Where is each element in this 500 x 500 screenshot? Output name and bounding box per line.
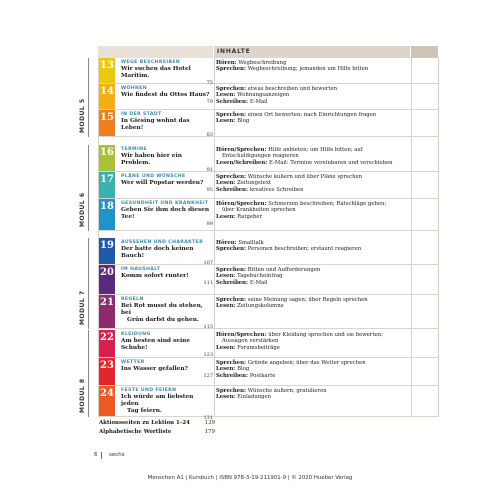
skill-text: über Krankheiten sprechen xyxy=(222,207,296,214)
contents-line xyxy=(216,214,410,220)
contents-line xyxy=(216,99,410,105)
lesson-contents xyxy=(216,240,410,253)
lesson-title: Tag feiern. xyxy=(127,408,162,414)
lesson-number: 20 xyxy=(99,265,115,294)
skill-text: über Kleidung sprechen und sie bewerten; xyxy=(268,332,383,338)
extra-entry xyxy=(99,429,215,435)
lesson-number: 19 xyxy=(99,238,115,264)
lesson-title: Geben Sie ihm doch diesen Tee! xyxy=(121,207,210,220)
lesson-info xyxy=(121,267,213,286)
skill-text: E-Mail xyxy=(249,279,268,286)
lesson-contents xyxy=(216,267,410,286)
skill-label: Lesen: xyxy=(216,366,238,373)
lesson-info xyxy=(121,360,213,379)
lesson-title: Am besten sind seine Schuhe! xyxy=(121,338,191,351)
row-separator xyxy=(98,294,438,295)
lesson-category: PLÄNE UND WÜNSCHE xyxy=(121,174,186,179)
skill-text: Wegbeschreibung xyxy=(238,60,287,66)
lesson-category: IM HAUSHALT xyxy=(121,267,161,272)
skill-text: Gründe angeben; über das Wetter sprechen xyxy=(247,360,366,366)
skill-text: Schmerzen beschreiben; Ratschläge geben; xyxy=(268,201,387,207)
skill-label: Sprechen: xyxy=(216,66,248,73)
skill-label: Lesen: xyxy=(216,344,238,351)
column-divider xyxy=(438,58,439,417)
skill-text: E-Mail xyxy=(249,98,268,105)
skill-label: Sprechen: xyxy=(216,267,248,273)
skill-label: Lesen: xyxy=(216,180,238,187)
row-separator xyxy=(98,230,438,231)
skill-text: Entschuldigungen reagieren xyxy=(222,153,299,160)
lesson-info xyxy=(121,147,213,173)
header-inhalte: INHALTE xyxy=(214,46,410,58)
lesson-category: WETTER xyxy=(121,360,145,365)
skill-label: Sprechen: xyxy=(216,246,248,253)
extra-page: 179 xyxy=(204,429,215,435)
lesson-page: 131 xyxy=(203,415,213,421)
lesson-contents xyxy=(216,112,410,125)
lesson-page: 79 xyxy=(206,99,213,105)
lesson-number: 18 xyxy=(99,199,115,230)
lesson-info xyxy=(121,201,213,227)
lesson-category: REGELN xyxy=(121,297,144,302)
module-bar xyxy=(88,58,89,137)
page-number: 6 xyxy=(94,452,98,458)
skill-label: Hören: xyxy=(216,60,239,66)
skill-text: Ratgeber xyxy=(237,213,263,220)
lesson-contents xyxy=(216,174,410,193)
extra-entry xyxy=(99,420,215,426)
lesson-info xyxy=(121,297,213,330)
row-separator xyxy=(98,385,438,386)
contents-line xyxy=(216,345,410,351)
skill-label: Schreiben: xyxy=(216,98,250,105)
lesson-info xyxy=(121,86,213,105)
lesson-title: Bei Rot musst du stehen, bei xyxy=(121,303,203,316)
module-bar xyxy=(88,145,89,231)
skill-text: kreatives Schreiben xyxy=(249,186,304,193)
header-right-cell xyxy=(411,46,438,58)
lesson-page: 115 xyxy=(203,324,213,330)
lesson-number: 17 xyxy=(99,172,115,198)
row-separator xyxy=(98,198,438,199)
lesson-page: 127 xyxy=(203,373,213,379)
skill-text: Einladungen xyxy=(237,394,272,401)
contents-line xyxy=(216,373,410,379)
skill-text: Blog xyxy=(237,366,250,373)
skill-text: Tagebucheintrag xyxy=(237,273,283,280)
contents-line xyxy=(216,118,410,124)
lesson-category: IN DER STADT xyxy=(121,112,162,117)
lesson-info xyxy=(121,240,213,266)
lesson-page: 75 xyxy=(206,80,213,86)
skill-text: Bitten und Aufforderungen xyxy=(247,267,321,273)
lesson-page: 111 xyxy=(203,280,213,286)
skill-text: Wohnungsanzeigen xyxy=(237,92,290,99)
lesson-contents xyxy=(216,297,410,310)
lesson-page: 107 xyxy=(203,260,213,266)
lesson-title: Wir haben hier ein Problem. xyxy=(121,153,182,166)
skill-label: Hören: xyxy=(216,240,239,246)
contents-line xyxy=(216,303,410,309)
module-label: MODUL 5 xyxy=(79,98,86,133)
skill-text: Wünsche äußern und über Pläne sprechen xyxy=(247,174,363,180)
extra-label: Alphabetische Wortliste xyxy=(99,429,172,435)
module-bar xyxy=(88,238,89,329)
skill-text: seine Meinung sagen; über Regeln sprechen xyxy=(247,297,368,303)
contents-line xyxy=(216,394,410,400)
lesson-page: 123 xyxy=(203,352,213,358)
skill-label: Sprechen: xyxy=(216,86,248,92)
lesson-title: Der hatte doch keinen Bauch! xyxy=(121,246,194,259)
lesson-number: 14 xyxy=(99,84,115,109)
lesson-info xyxy=(121,174,213,193)
lesson-title: Komm sofort runter! xyxy=(121,273,189,279)
lesson-category: GESUNDHEIT UND KRANKHEIT xyxy=(121,201,209,206)
lesson-number: 23 xyxy=(99,358,115,385)
lesson-contents xyxy=(216,86,410,105)
lesson-category: FESTE UND FEIERN xyxy=(121,388,177,393)
lesson-contents xyxy=(216,360,410,379)
lesson-contents xyxy=(216,201,410,220)
lesson-info xyxy=(121,332,213,358)
module-label: MODUL 6 xyxy=(79,192,86,227)
skill-text: Smalltalk xyxy=(238,240,264,246)
column-divider xyxy=(214,58,215,417)
module-bar xyxy=(88,330,89,417)
lesson-number: 22 xyxy=(99,330,115,357)
lesson-info xyxy=(121,112,213,138)
skill-label: Lesen: xyxy=(216,303,238,310)
contents-line xyxy=(216,160,410,166)
footer-page-number xyxy=(94,452,125,458)
skill-label: Sprechen: xyxy=(216,297,248,303)
skill-text: Blog xyxy=(237,118,250,125)
lesson-title: Ins Wasser gefallen? xyxy=(121,366,188,372)
lesson-category: TERMINE xyxy=(121,147,147,152)
lesson-title: In Giesing wohnt das Leben! xyxy=(121,118,190,131)
skill-label: Schreiben: xyxy=(216,372,250,379)
lesson-number: 15 xyxy=(99,110,115,136)
lesson-number: 21 xyxy=(99,295,115,328)
skill-text: Zeitungstext xyxy=(237,180,272,187)
contents-line xyxy=(216,187,410,193)
page-word: sechs xyxy=(109,452,125,458)
module-label: MODUL 7 xyxy=(79,290,86,325)
skill-text: Personen beschreiben; erstaunt reagieren xyxy=(247,246,362,253)
skill-text: einen Ort bewerten; nach Einrichtungen fragen xyxy=(247,112,377,118)
lesson-page: 99 xyxy=(206,221,213,227)
footer-divider xyxy=(101,452,102,459)
skill-label: Sprechen: xyxy=(216,360,248,366)
lesson-contents xyxy=(216,60,410,73)
lesson-number: 16 xyxy=(99,145,115,171)
skill-text: Hilfe anbieten; um Hilfe bitten; auf xyxy=(268,147,363,153)
lesson-contents xyxy=(216,147,410,166)
lesson-number: 24 xyxy=(99,386,115,416)
lesson-info xyxy=(121,60,213,86)
skill-text: Aussagen verstärken xyxy=(222,338,279,345)
header-left-cell xyxy=(98,46,213,58)
row-separator xyxy=(98,109,438,110)
contents-line xyxy=(216,246,410,252)
skill-label: Schreiben: xyxy=(216,186,250,193)
skill-label: Lesen: xyxy=(216,92,238,99)
skill-label: Schreiben: xyxy=(216,279,250,286)
lesson-page: 95 xyxy=(206,187,213,193)
skill-text: etwas beschreiben und bewerten xyxy=(247,86,338,92)
lesson-contents xyxy=(216,388,410,401)
lesson-category: KLEIDUNG xyxy=(121,332,151,337)
extra-label: Aktionsseiten zu Lektion 1–24 xyxy=(99,420,190,426)
skill-text: E-Mail: Termine vereinbaren und verschieben xyxy=(269,159,393,166)
skill-label: Lesen: xyxy=(216,213,238,220)
skill-text: Zeitungskolumne xyxy=(237,303,284,310)
lesson-title: Wer will Popstar werden? xyxy=(121,180,204,186)
skill-label: Hören/Sprechen: xyxy=(216,332,269,338)
skill-text: Wünsche äußern; gratulieren xyxy=(247,388,327,394)
lesson-number: 13 xyxy=(99,58,115,83)
lesson-category: AUSSEHEN UND CHARAKTER xyxy=(121,240,204,245)
skill-label: Sprechen: xyxy=(216,388,248,394)
footer-credit: Menschen A1 | Kursbuch | ISBN 978-3-19-211901-9 | © 2020 Hueber Verlag xyxy=(147,475,353,481)
lesson-contents xyxy=(216,332,410,351)
lesson-category: WEGE BESCHREIBEN xyxy=(121,60,181,65)
lesson-info xyxy=(121,388,213,421)
skill-label: Hören/Sprechen: xyxy=(216,147,269,153)
extra-page: 139 xyxy=(204,420,215,426)
lesson-category: WOHNEN xyxy=(121,86,148,91)
contents-line xyxy=(216,280,410,286)
skill-text: Postkarte xyxy=(249,372,276,379)
skill-label: Lesen: xyxy=(216,273,238,280)
module-label: MODUL 8 xyxy=(79,378,86,413)
skill-label: Lesen: xyxy=(216,118,238,125)
lesson-title: Wie findest du Ottos Haus? xyxy=(121,92,210,98)
skill-text: Wegbeschreibung; jemanden um Hilfe bitten xyxy=(247,66,369,73)
lesson-title: Wir suchen das Hotel Maritim. xyxy=(121,66,191,79)
skill-label: Sprechen: xyxy=(216,112,248,118)
skill-label: Lesen: xyxy=(216,394,238,401)
column-divider xyxy=(411,58,412,417)
contents-line xyxy=(216,66,410,72)
skill-text: Forumsbeiträge xyxy=(237,344,280,351)
skill-label: Hören/Sprechen: xyxy=(216,201,269,207)
lesson-title: Ich würde am liebsten jeden xyxy=(121,394,194,407)
lesson-title: Grün darfst du gehen. xyxy=(127,317,199,323)
lesson-page: 91 xyxy=(206,167,213,173)
skill-label: Lesen/Schreiben: xyxy=(216,159,270,166)
skill-label: Sprechen: xyxy=(216,174,248,180)
lesson-page: 83 xyxy=(206,132,213,138)
